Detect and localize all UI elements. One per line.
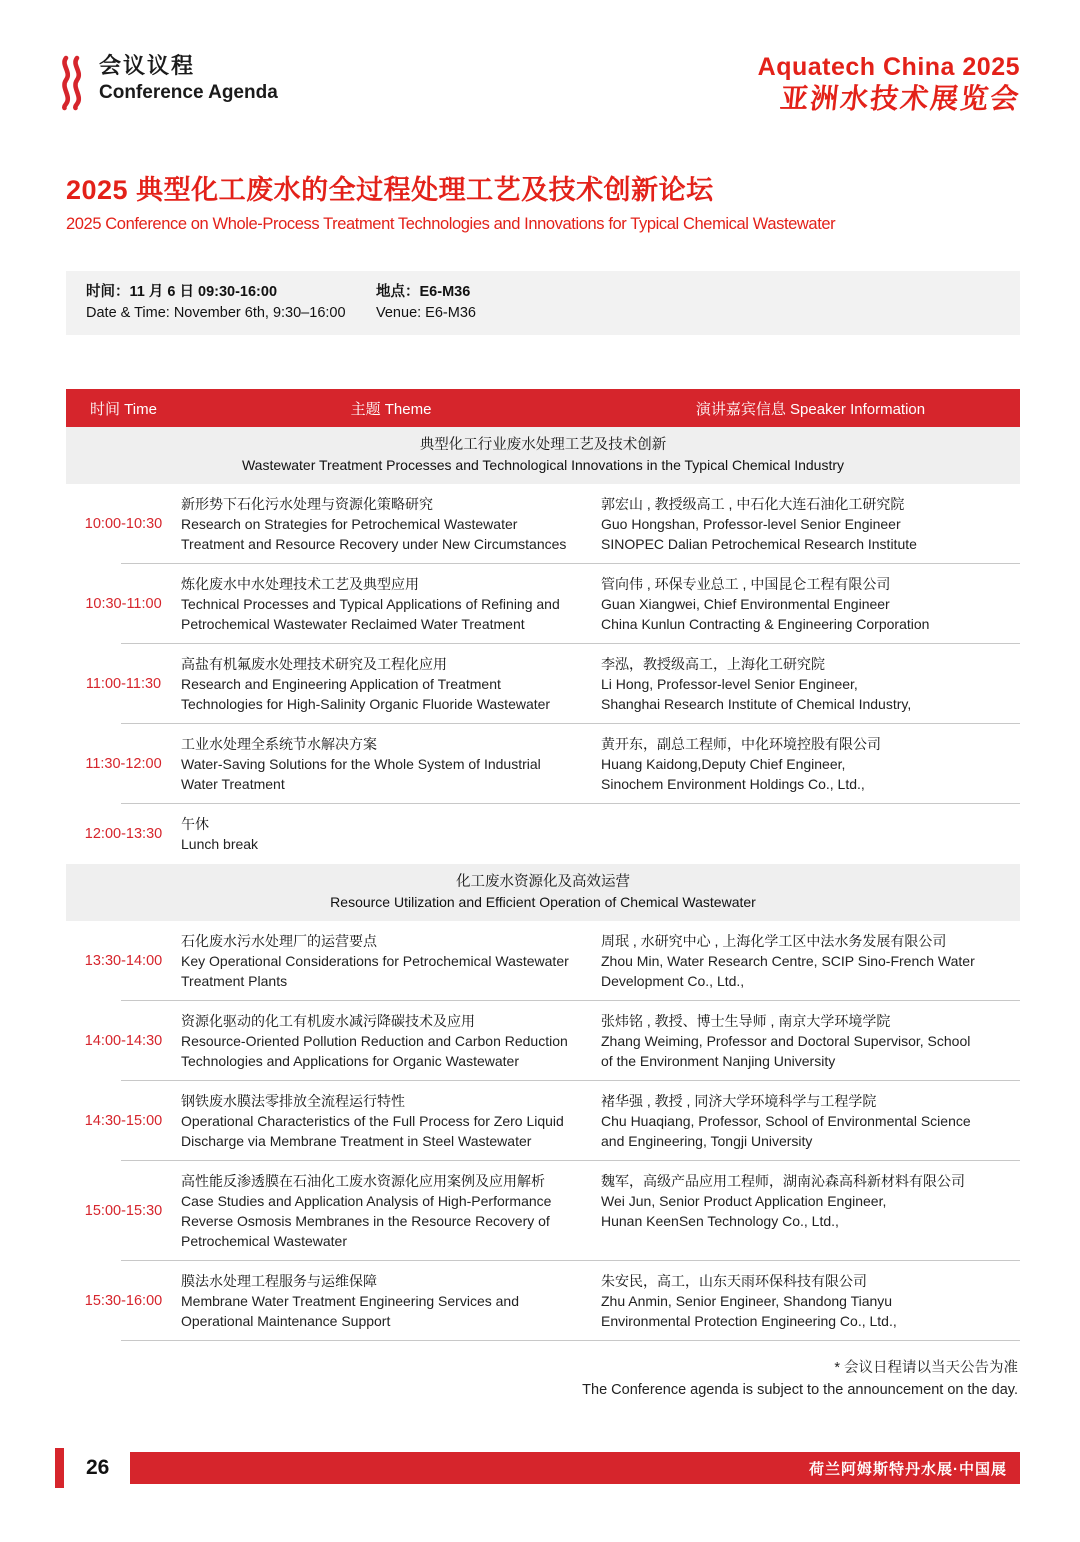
session-time: 15:00-15:30 xyxy=(84,1203,163,1219)
agenda-row xyxy=(66,1261,1020,1341)
session-theme xyxy=(181,814,601,854)
speaker-line: and Engineering, Tongji University xyxy=(601,1133,813,1149)
speaker-line: Guo Hongshan, Professor-level Senior Engineer xyxy=(601,516,901,532)
date-venue-band xyxy=(66,271,1020,335)
agenda-row xyxy=(66,1001,1020,1081)
speaker-line: Huang Kaidong,Deputy Chief Engineer, xyxy=(601,756,846,772)
session-speaker xyxy=(601,1011,1020,1071)
speaker-line: 管向伟 , 环保专业总工 , 中国昆仑工程有限公司 xyxy=(601,576,891,592)
speaker-line: 郭宏山 , 教授级高工 , 中石化大连石油化工研究院 xyxy=(601,496,905,512)
speaker-line: 褚华强 , 教授 , 同济大学环境科学与工程学院 xyxy=(601,1093,877,1109)
section-header xyxy=(66,864,1020,921)
speaker-line: of the Environment Nanjing University xyxy=(601,1053,836,1069)
session-theme xyxy=(181,1011,601,1071)
agenda-table-header xyxy=(66,389,1020,427)
session-theme-en: Lunch break xyxy=(181,836,259,852)
venue-en: Venue: E6-M36 xyxy=(376,305,476,321)
session-theme-en: Research on Strategies for Petrochemical Wastewater Treatment and Resource Recovery under New Circumstances xyxy=(181,516,567,552)
session-theme-zh: 资源化驱动的化工有机废水减污降碳技术及应用 xyxy=(181,1013,475,1029)
speaker-line: Chu Huaqiang, Professor, School of Environmental Science xyxy=(601,1113,971,1129)
date-time-en: Date & Time: November 6th, 9:30–16:00 xyxy=(86,305,346,321)
session-speaker xyxy=(601,1271,1020,1331)
wave-chevron-icon xyxy=(58,54,86,117)
session-speaker xyxy=(601,1091,1020,1151)
session-theme-zh: 石化废水污水处理厂的运营要点 xyxy=(181,933,377,949)
agenda-badge-text xyxy=(99,52,278,105)
session-theme-en: Key Operational Considerations for Petrochemical Wastewater Treatment Plants xyxy=(181,953,569,989)
speaker-line: Shanghai Research Institute of Chemical Industry, xyxy=(601,696,912,712)
page-number: 26 xyxy=(86,1456,110,1479)
agenda-row xyxy=(66,1161,1020,1261)
date-time-zh: 时间：11 月 6 日 09:30-16:00 xyxy=(86,284,278,300)
agenda-row xyxy=(66,484,1020,564)
agenda-section xyxy=(66,427,1020,864)
session-speaker xyxy=(601,574,1020,634)
column-header-time: 时间 Time xyxy=(90,400,157,418)
forum-title-zh: 2025 典型化工废水的全过程处理工艺及技术创新论坛 xyxy=(66,175,714,205)
speaker-line: 黄开东，副总工程师，中化环境控股有限公司 xyxy=(601,736,881,752)
speaker-line: Sinochem Environment Holdings Co., Ltd., xyxy=(601,776,865,792)
session-theme-en: Water-Saving Solutions for the Whole System of Industrial Water Treatment xyxy=(181,756,541,792)
session-speaker xyxy=(601,814,1020,854)
agenda-note xyxy=(66,1357,1018,1401)
agenda-row xyxy=(66,804,1020,864)
agenda-table-body xyxy=(66,427,1020,1341)
section-title-zh: 典型化工行业废水处理工艺及技术创新 xyxy=(419,437,667,453)
agenda-table xyxy=(66,389,1020,1341)
speaker-line: China Kunlun Contracting & Engineering Corporation xyxy=(601,616,930,632)
agenda-badge-en: Conference Agenda xyxy=(99,82,278,103)
date-time-info xyxy=(86,282,376,324)
session-theme xyxy=(181,1171,601,1251)
session-theme xyxy=(181,1091,601,1151)
agenda-badge xyxy=(58,52,278,117)
column-header-speaker: 演讲嘉宾信息 Speaker Information xyxy=(695,400,926,418)
session-theme-zh: 钢铁废水膜法零排放全流程运行特性 xyxy=(181,1093,405,1109)
speaker-line: Wei Jun, Senior Product Application Engineer, xyxy=(601,1193,887,1209)
session-theme-en: Operational Characteristics of the Full Process for Zero Liquid Discharge via Membrane Treatment in Steel Wastewater xyxy=(181,1113,564,1149)
section-title-zh: 化工废水资源化及高效运营 xyxy=(456,874,630,890)
session-speaker xyxy=(601,494,1020,554)
agenda-row xyxy=(66,1081,1020,1161)
forum-title-block xyxy=(66,173,1020,237)
session-theme-zh: 新形势下石化污水处理与资源化策略研究 xyxy=(181,496,433,512)
session-theme-en: Resource-Oriented Pollution Reduction and Carbon Reduction Technologies and Applications for Organic Wastewater xyxy=(181,1033,568,1069)
session-time: 12:00-13:30 xyxy=(84,826,163,842)
session-speaker xyxy=(601,1171,1020,1251)
agenda-row xyxy=(66,564,1020,644)
session-theme-en: Research and Engineering Application of Treatment Technologies for High-Salinity Organic Fluoride Wastewater xyxy=(181,676,551,712)
session-theme xyxy=(181,734,601,794)
footer-red-tab xyxy=(55,1448,64,1488)
session-time: 14:00-14:30 xyxy=(84,1033,163,1049)
agenda-badge-zh: 会议议程 xyxy=(99,53,196,78)
agenda-note-en: The Conference agenda is subject to the announcement on the day. xyxy=(582,1382,1018,1398)
speaker-line: 周珉 , 水研究中心 , 上海化学工区中法水务发展有限公司 xyxy=(601,933,947,949)
venue-zh: 地点：E6-M36 xyxy=(376,284,471,300)
page-footer xyxy=(0,1448,1080,1490)
session-theme xyxy=(181,654,601,714)
footer-banner: 荷兰阿姆斯特丹水展·中国展 xyxy=(130,1452,1020,1484)
speaker-line: 张炜铭 , 教授、博士生导师 , 南京大学环境学院 xyxy=(601,1013,891,1029)
session-speaker xyxy=(601,654,1020,714)
session-time: 11:30-12:00 xyxy=(85,756,162,772)
session-theme-en: Case Studies and Application Analysis of High-Performance Reverse Osmosis Membranes in the Resource Recovery of Petrochemical Wastewater xyxy=(181,1193,552,1249)
speaker-line: 李泓，教授级高工，上海化工研究院 xyxy=(601,656,825,672)
venue-info xyxy=(376,282,476,324)
session-speaker xyxy=(601,931,1020,991)
session-theme xyxy=(181,574,601,634)
session-theme-zh: 高性能反渗透膜在石油化工废水资源化应用案例及应用解析 xyxy=(181,1173,545,1189)
session-theme xyxy=(181,494,601,554)
session-theme-en: Membrane Water Treatment Engineering Services and Operational Maintenance Support xyxy=(181,1293,519,1329)
speaker-line: 朱安民，高工，山东天雨环保科技有限公司 xyxy=(601,1273,867,1289)
speaker-line: Guan Xiangwei, Chief Environmental Engineer xyxy=(601,596,890,612)
session-theme xyxy=(181,931,601,991)
session-time: 10:00-10:30 xyxy=(84,516,163,532)
brand-name-en: Aquatech China 2025 xyxy=(757,53,1020,81)
section-header xyxy=(66,427,1020,484)
session-theme-zh: 高盐有机氟废水处理技术研究及工程化应用 xyxy=(181,656,447,672)
session-theme-zh: 工业水处理全系统节水解决方案 xyxy=(181,736,377,752)
section-title-en: Wastewater Treatment Processes and Technological Innovations in the Typical Chemical Industry xyxy=(241,457,845,473)
agenda-row xyxy=(66,724,1020,804)
speaker-line: Zhou Min, Water Research Centre, SCIP Sino-French Water xyxy=(601,953,975,969)
session-time: 11:00-11:30 xyxy=(85,676,162,692)
speaker-line: SINOPEC Dalian Petrochemical Research Institute xyxy=(601,536,917,552)
brand-logo xyxy=(758,52,1020,116)
speaker-line: Zhu Anmin, Senior Engineer, Shandong Tianyu xyxy=(601,1293,893,1309)
session-theme-zh: 膜法水处理工程服务与运维保障 xyxy=(181,1273,377,1289)
speaker-line: Li Hong, Professor-level Senior Engineer, xyxy=(601,676,858,692)
session-theme-zh: 午休 xyxy=(181,816,209,832)
speaker-line: 魏军，高级产品应用工程师，湖南沁森高科新材料有限公司 xyxy=(601,1173,965,1189)
speaker-line: Environmental Protection Engineering Co., Ltd., xyxy=(601,1313,897,1329)
agenda-section xyxy=(66,864,1020,1341)
session-time: 15:30-16:00 xyxy=(84,1293,163,1309)
speaker-line: Hunan KeenSen Technology Co., Ltd., xyxy=(601,1213,839,1229)
session-time: 10:30-11:00 xyxy=(85,596,162,612)
agenda-note-zh: * 会议日程请以当天公告为准 xyxy=(834,1360,1018,1376)
speaker-line: Development Co., Ltd., xyxy=(601,973,745,989)
session-speaker xyxy=(601,734,1020,794)
agenda-row xyxy=(66,921,1020,1001)
session-theme-en: Technical Processes and Typical Applications of Refining and Petrochemical Wastewater Reclaimed Water Treatment xyxy=(181,596,560,632)
section-title-en: Resource Utilization and Efficient Operation of Chemical Wastewater xyxy=(330,894,756,910)
forum-title-en: 2025 Conference on Whole-Process Treatment Technologies and Innovations for Typical Chemical Wastewater xyxy=(66,215,836,233)
agenda-row xyxy=(66,644,1020,724)
session-time: 13:30-14:00 xyxy=(84,953,163,969)
session-time: 14:30-15:00 xyxy=(84,1113,163,1129)
speaker-line: Zhang Weiming, Professor and Doctoral Supervisor, School xyxy=(601,1033,971,1049)
column-header-theme: 主题 Theme xyxy=(350,400,432,418)
session-theme xyxy=(181,1271,601,1331)
page-header xyxy=(0,0,1080,117)
session-theme-zh: 炼化废水中水处理技术工艺及典型应用 xyxy=(181,576,419,592)
brand-name-zh: 亚洲水技术展览会 xyxy=(778,83,1022,114)
